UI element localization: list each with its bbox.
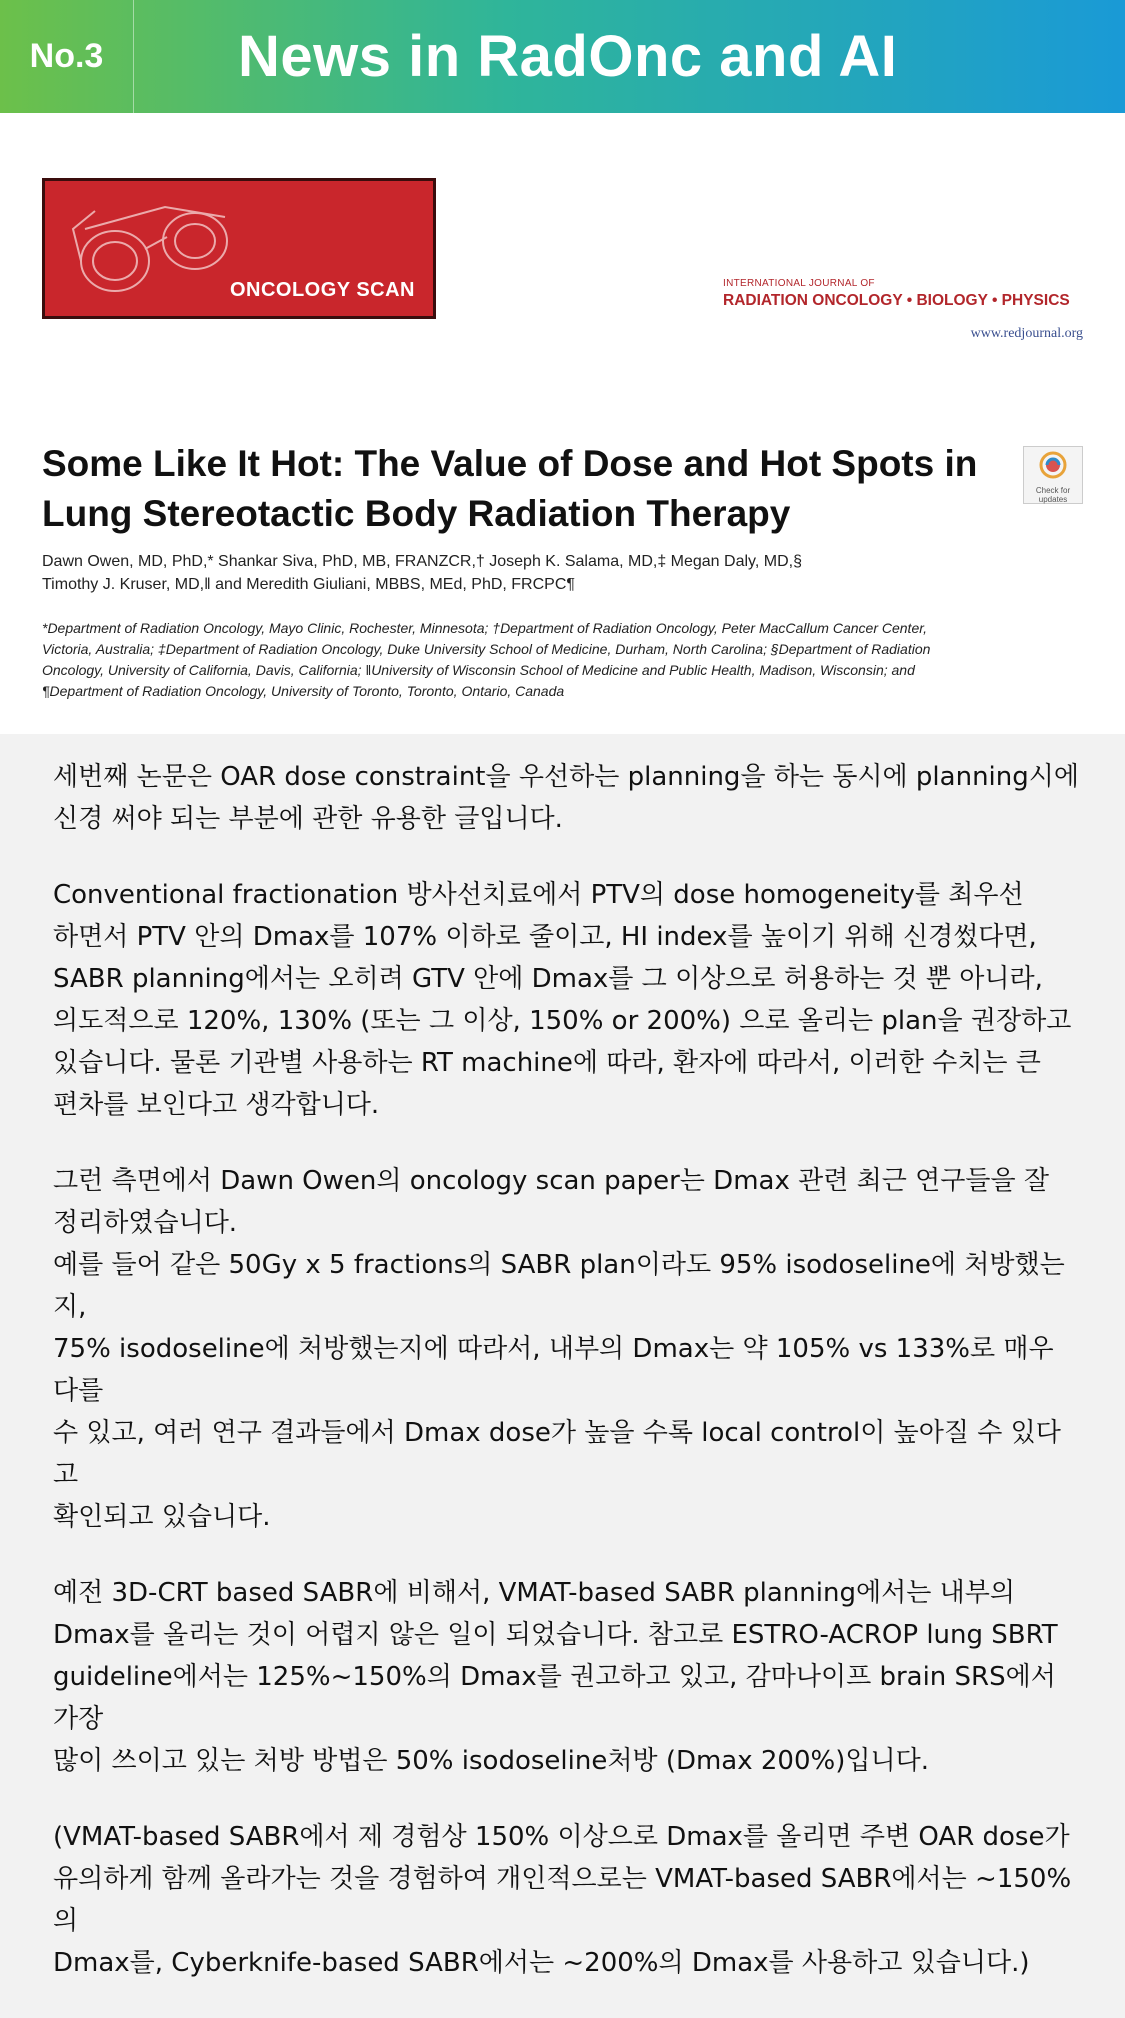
header-banner (0, 0, 1125, 113)
oncology-scan-badge (42, 178, 436, 319)
banner-title: News in RadOnc and AI (238, 24, 898, 89)
journal-masthead (723, 278, 1083, 342)
paragraph-5: (VMAT-based SABR에서 제 경험상 150% 이상으로 Dmax를 올리면 주변 OAR dose가 유의하게 함께 올라가는 것을 경험하여 개인적으로는 VMAT-based SABR에서는 ~150%의 Dmax를, Cyberknife-based SABR에서는 ~200%의 Dmax를 사용하고 있습니다.) (53, 1822, 1072, 1978)
journal-name: RADIATION ONCOLOGY • BIOLOGY • PHYSICS (723, 292, 1070, 309)
issue-number: No.3 (0, 0, 134, 113)
authors-line2: Timothy J. Kruser, MD,‖ and Meredith Giuliani, MBBS, MEd, PhD, FRCPC¶ (42, 576, 575, 593)
check-updates-text: Check for updates (1035, 486, 1071, 504)
oncology-scan-label: ONCOLOGY SCAN (229, 279, 415, 301)
affiliations: *Department of Radiation Oncology, Mayo Clinic, Rochester, Minnesota; †Department of Radiation Oncology, Peter MacCallum Cancer Center, Victoria, Australia; ‡Department of Radiation Oncology, Duke University School of Medicine, Durham, North Carolina; §Department of Radiation Oncology, University of California, Davis, California; ‖University of Wisconsin School of Medicine and Public Health, Madison, Wisconsin; and ¶Department of Radiation Oncology, University of Toronto, Toronto, Ontario, Canada (42, 620, 931, 699)
paragraph-3: 그런 측면에서 Dawn Owen의 oncology scan paper는 Dmax 관련 최근 연구들을 잘 정리하였습니다. 예를 들어 같은 50Gy x 5 fractions의 SABR plan이라도 95% isodoseline에 처방했는지, 75% isodoseline에 처방했는지에 따라서, 내부의 Dmax는 약 105% vs 133%로 매우 다를 수 있고, 여러 연구 결과들에서 Dmax dose가 높을 수록 local control이 높아질 수 있다고 확인되고 있습니다. (53, 1166, 1065, 1532)
paragraph-1: 세번째 논문은 OAR dose constraint을 우선하는 planning을 하는 동시에 planning시에 신경 써야 되는 부분에 관한 유용한 글입니다. (53, 762, 1079, 834)
commentary-body (53, 756, 1083, 2018)
author-list (42, 550, 1042, 596)
authors-line1: Dawn Owen, MD, PhD,* Shankar Siva, PhD, MB, FRANZCR,† Joseph K. Salama, MD,‡ Megan Daly, MD,§ (42, 553, 802, 570)
paper-title-line1: Some Like It Hot: The Value of Dose and Hot Spots in (42, 443, 978, 484)
paper-title (42, 439, 1002, 539)
paper-title-line2: Lung Stereotactic Body Radiation Therapy (42, 493, 791, 534)
paper-excerpt (0, 113, 1125, 734)
journal-intl: INTERNATIONAL JOURNAL OF (723, 278, 875, 289)
check-for-updates-badge[interactable] (1023, 446, 1083, 504)
journal-url[interactable]: www.redjournal.org (970, 326, 1083, 341)
paragraph-4: 예전 3D-CRT based SABR에 비해서, VMAT-based SABR planning에서는 내부의 Dmax를 올리는 것이 어렵지 않은 일이 되었습니다. 참고로 ESTRO-ACROP lung SBRT guideline에서는 125%~150%의 Dmax를 권고하고 있고, 감마나이프 brain SRS에서 가장 많이 쓰이고 있는 처방 방법은 50% isodoseline처방 (Dmax 200%)입니다. (53, 1578, 1058, 1776)
paragraph-2: Conventional fractionation 방사선치료에서 PTV의 dose homogeneity를 최우선 하면서 PTV 안의 Dmax를 107% 이하로 줄이고, HI index를 높이기 위해 신경썼다면, SABR planning에서는 오히려 GTV 안에 Dmax를 그 이상으로 허용하는 것 뿐 아니라, 의도적으로 120%, 130% (또는 그 이상, 150% or 200%) 으로 올리는 plan을 권장하고 있습니다. 물론 기관별 사용하는 RT machine에 따라, 환자에 따라서, 이러한 수치는 큰 편차를 보인다고 생각합니다. (53, 880, 1072, 1120)
check-updates-icon (1038, 450, 1068, 480)
